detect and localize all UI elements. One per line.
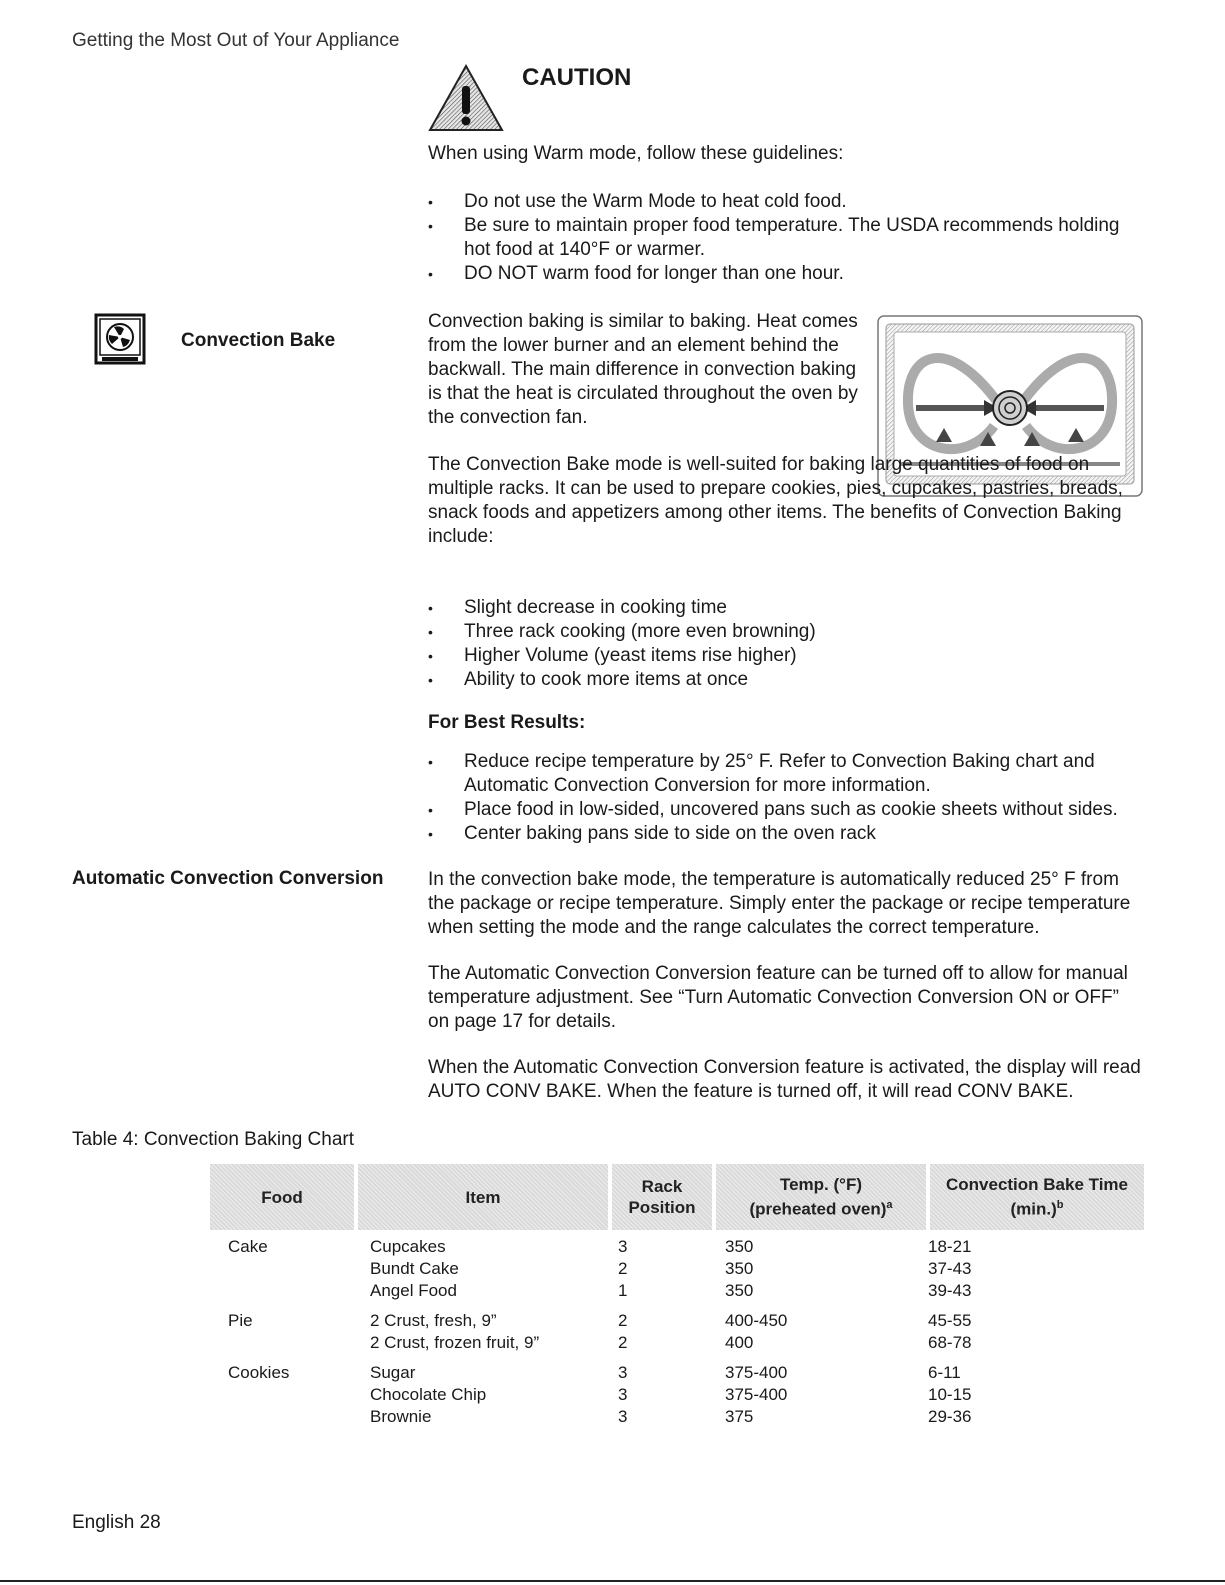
caution-intro: When using Warm mode, follow these guidelines: xyxy=(428,143,844,164)
table-caption: Table 4: Convection Baking Chart xyxy=(72,1129,354,1150)
page-footer: English 28 xyxy=(72,1512,161,1533)
header-rack: Rack Position xyxy=(612,1164,712,1230)
table-row: Chocolate Chip 3 375-400 10-15 xyxy=(370,1385,972,1404)
table-body xyxy=(228,1236,1148,1428)
table-row: Cookies Sugar 3 375-400 6-11 xyxy=(228,1363,961,1382)
caution-item: • Do not use the Warm Mode to heat cold food. xyxy=(428,190,1140,214)
best-results-heading: For Best Results: xyxy=(428,712,586,733)
table-row: Brownie 3 375 29-36 xyxy=(370,1407,972,1426)
best-results-item: • Center baking pans side to side on the oven rack xyxy=(428,822,1144,846)
best-results-item: • Reduce recipe temperature by 25° F. Refer to Convection Baking chart and Automatic Convection Conversion for more information. xyxy=(428,750,1144,798)
benefit-item: • Three rack cooking (more even browning) xyxy=(428,620,1140,644)
table-header xyxy=(210,1164,1144,1230)
table-row: Angel Food 1 350 39-43 xyxy=(370,1281,972,1300)
header-food: Food xyxy=(210,1164,354,1230)
table-row: Bundt Cake 2 350 37-43 xyxy=(370,1259,972,1278)
benefit-item: • Higher Volume (yeast items rise higher) xyxy=(428,644,1140,668)
caution-title: CAUTION xyxy=(522,64,632,91)
bottom-rule xyxy=(0,1580,1225,1582)
table-row: Pie 2 Crust, fresh, 9” 2 400-450 45-55 xyxy=(228,1311,972,1330)
caution-list xyxy=(428,190,1140,286)
header-item: Item xyxy=(358,1164,608,1230)
auto-conversion-title: Automatic Convection Conversion xyxy=(72,868,384,889)
running-header: Getting the Most Out of Your Appliance xyxy=(72,30,400,51)
convection-bake-para: The Convection Bake mode is well-suited for baking large quantities of food on multiple racks. It can be used to prepare cookies, pies, cupcakes, pastries, breads, snack foods and appetizers among other items. The benefits of Convection Baking include: xyxy=(428,454,1123,547)
header-time: Convection Bake Time $(\min.)^b$ xyxy=(930,1164,1144,1230)
convection-bake-title: Convection Bake xyxy=(181,330,336,351)
caution-item: • DO NOT warm food for longer than one hour. xyxy=(428,262,1140,286)
auto-conversion-para: When the Automatic Convection Conversion feature is activated, the display will read AUTO CONV BAKE. When the feature is turned off, it will read CONV BAKE. xyxy=(428,1057,1141,1102)
warning-triangle-icon xyxy=(428,64,504,132)
auto-conversion-para: The Automatic Convection Conversion feature can be turned off to allow for manual temperature adjustment. See “Turn Automatic Convection Conversion ON or OFF” on page 17 for details. xyxy=(428,963,1128,1032)
benefit-item: • Ability to cook more items at once xyxy=(428,668,1140,692)
benefits-list xyxy=(428,596,1140,692)
table-row: Cake Cupcakes 3 350 18-21 xyxy=(228,1237,972,1256)
table-row: 2 Crust, frozen fruit, 9” 2 400 68-78 xyxy=(370,1333,972,1352)
convection-fan-icon xyxy=(94,313,146,365)
caution-item: • Be sure to maintain proper food temperature. The USDA recommends holding hot food at 140°F or warmer. xyxy=(428,214,1140,262)
benefit-item: • Slight decrease in cooking time xyxy=(428,596,1140,620)
convection-bake-para: Convection baking is similar to baking. Heat comes from the lower burner and an element behind the backwall. The main difference in convection baking is that the heat is circulated throughout the oven by the convection fan. xyxy=(428,311,858,428)
best-results-item: • Place food in low-sided, uncovered pans such as cookie sheets without sides. xyxy=(428,798,1144,822)
header-temp: Temp. (°F) (preheated oven)$^a$ xyxy=(716,1164,926,1230)
best-results-list xyxy=(428,750,1144,846)
auto-conversion-para: In the convection bake mode, the temperature is automatically reduced 25° F from the package or recipe temperature. Simply enter the package or recipe temperature when setting the mode and the range calculates the correct temperature. xyxy=(428,869,1131,938)
